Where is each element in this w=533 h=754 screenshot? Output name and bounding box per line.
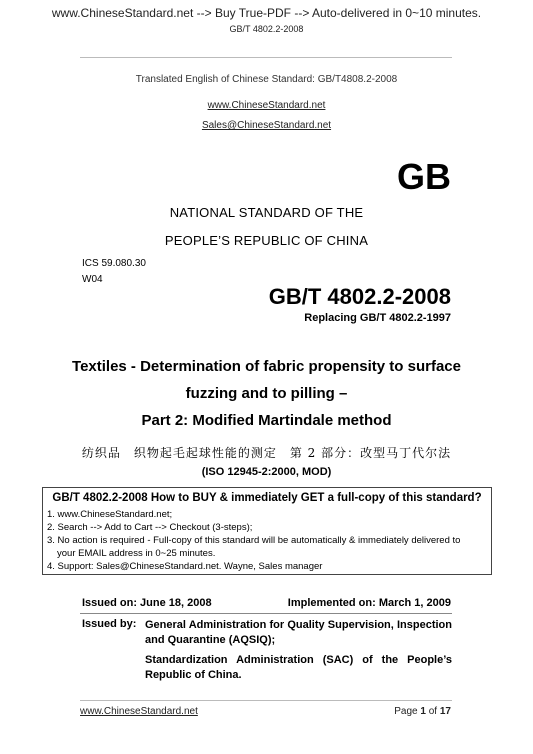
header-line-1: www.ChineseStandard.net --> Buy True-PDF --> Auto-delivered in 0~10 minutes. <box>51 6 482 20</box>
footer-divider <box>80 700 452 701</box>
buy-info-box <box>42 487 492 575</box>
ics-code: ICS 59.080.30 <box>82 258 146 269</box>
translation-website-row <box>0 95 533 113</box>
footer-website-link[interactable]: www.ChineseStandard.net <box>80 706 198 717</box>
website-link[interactable]: www.ChineseStandard.net <box>207 100 326 111</box>
replacing-note: Replacing GB/T 4802.2-1997 <box>304 312 451 324</box>
buy-box-title: GB/T 4802.2-2008 How to BUY & immediately GET a full-copy of this standard? <box>52 492 482 504</box>
header-line-2: GB/T 4802.2-2008 <box>229 24 304 34</box>
page-current: 1 <box>420 706 426 717</box>
gb-logo: GB <box>397 156 451 197</box>
issuer-aqsiq: General Administration for Quality Supervision, Inspection and Quarantine (AQSIQ); <box>145 619 452 646</box>
buy-step-3: 3. No action is required - Full-copy of this standard will be automatically & immediately delivered to <box>47 535 461 546</box>
national-standard-line-1: NATIONAL STANDARD OF THE <box>169 205 364 220</box>
translation-note: Translated English of Chinese Standard: GB/T4808.2-2008 <box>135 74 398 85</box>
title-line-3: Part 2: Modified Martindale method <box>141 412 392 429</box>
issuer-sac: Standardization Administration (SAC) of the People’s Republic of China. <box>145 654 452 681</box>
page-prefix: Page <box>394 706 418 717</box>
national-standard-line-2: PEOPLE’S REPUBLIC OF CHINA <box>164 233 369 248</box>
buy-step-3-continued: your EMAIL address in 0~25 minutes. <box>57 548 216 559</box>
ccs-code: W04 <box>82 274 103 285</box>
standard-code: GB/T 4802.2-2008 <box>268 284 451 309</box>
buy-step-2: 2. Search --> Add to Cart --> Checkout (3-steps); <box>47 522 253 533</box>
chinese-title: 纺织品 织物起毛起球性能的测定 第 2 部分：改型马丁代尔法 <box>81 446 452 460</box>
issued-by-label: Issued by: <box>82 618 137 630</box>
buy-step-1: 1. www.ChineseStandard.net; <box>47 509 173 520</box>
buy-step-4: 4. Support: Sales@ChineseStandard.net. Wayne, Sales manager <box>47 561 323 572</box>
page-of: of <box>428 706 438 717</box>
iso-reference: (ISO 12945-2:2000, MOD) <box>201 466 332 478</box>
issued-on-date: Issued on: June 18, 2008 <box>82 597 212 609</box>
issue-divider <box>80 613 452 614</box>
title-line-1: Textiles - Determination of fabric propensity to surface <box>72 358 461 375</box>
implemented-on-date: Implemented on: March 1, 2009 <box>287 597 451 609</box>
page-total: 17 <box>439 706 451 717</box>
translation-email-row <box>0 115 533 133</box>
header-divider <box>80 57 452 58</box>
email-link[interactable]: Sales@ChineseStandard.net <box>201 120 332 131</box>
title-line-2: fuzzing and to pilling – <box>185 385 348 402</box>
page-number <box>394 706 451 717</box>
